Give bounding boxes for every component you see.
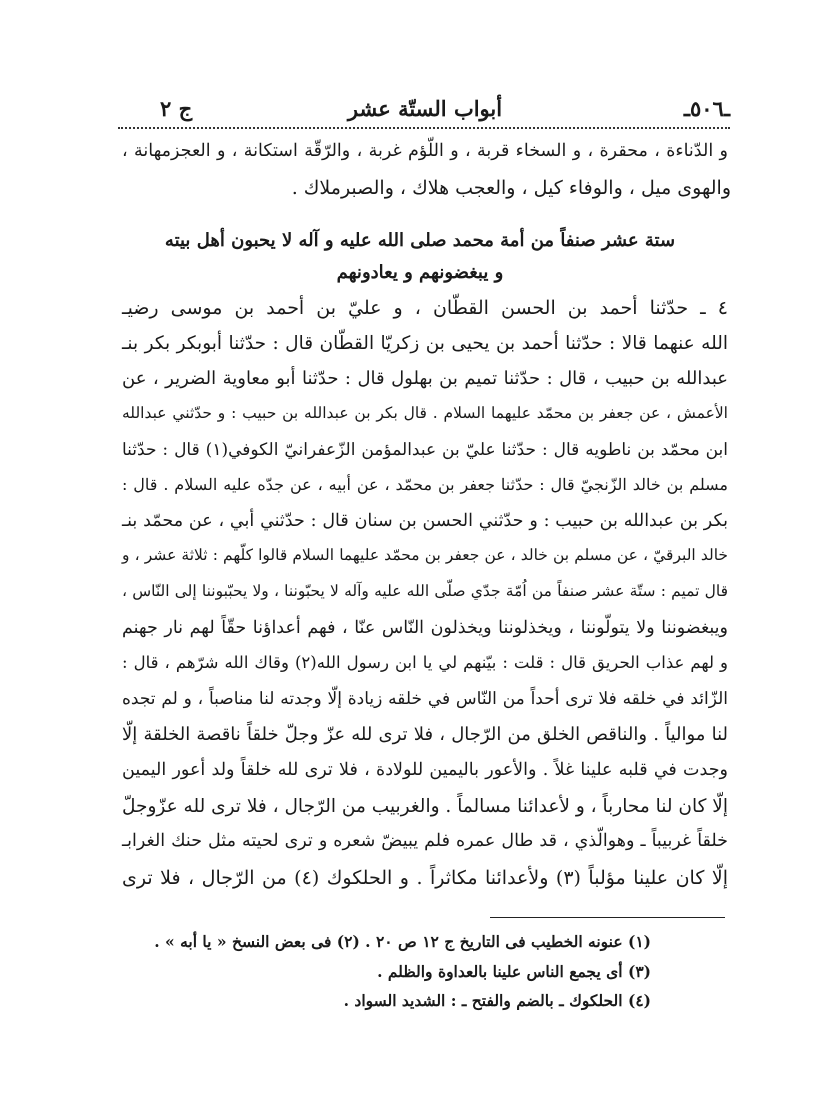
- footnote-divider: [490, 917, 725, 918]
- text-line: و لهم عذاب الحريق قال : قلت : بيّنهم لي يا ابن رسول الله(٢) وقاك الله شرّهم ، قال :: [122, 653, 728, 672]
- text-line: عبدالله بن حبيب ، قال : حدّثنا تميم بن بهلول قال : حدّثنا أبو معاوية الضرير ، عن: [122, 368, 728, 389]
- section-heading-line-2: و يبغضونهم و يعادونهم: [336, 262, 504, 283]
- text-line: لنا موالياً . والناقص الخلق من الرّجال ، فلا ترى لله عزّ وجلّ خلقاً ناقصة الخلقة إلّا: [122, 724, 728, 745]
- text-line: الأعمش ، عن جعفر بن محمّد عليهما السلام . قال بكر بن عبدالله بن حبيب : و حدّثني عبدالله: [122, 404, 728, 422]
- section-heading-line-1: ستة عشر صنفاً من أمة محمد صلى الله عليه و آله لا يحبون أهل بيته: [164, 230, 676, 251]
- text-line: إلّا كان علينا مؤلباً (٣) ولأعدائنا مكاثراً . و الحلكوك (٤) من الرّجال ، فلا ترى: [122, 867, 728, 889]
- running-title: أبواب الستّة عشر: [347, 96, 503, 121]
- footnote: (١) عنونه الخطيب فى التاريخ ج ١٢ ص ٢٠ . (٢) فى بعض النسخ « يا أبه » .: [154, 932, 651, 951]
- text-line: مسلم بن خالد الزّنجيّ قال : حدّثنا جعفر بن محمّد ، عن أبيه ، عن جدّه عليه السلام . قال :: [122, 475, 728, 494]
- text-line: إلّا كان لنا محارباً ، و لأعدائنا مسالماً . والغربيب من الرّجال ، فلا ترى لله عزّوجلّ: [122, 796, 728, 817]
- text-line: قال تميم : ستّة عشر صنفاً من اُمّة جدّي صلّى الله عليه وآله لا يحبّوننا ، ولا يحبّبوننا إلى النّاس ،: [122, 582, 728, 600]
- text-line: والهوى ميل ، والوفاء كيل ، والعجب هلاك ، والصبرملاك .: [291, 177, 731, 199]
- page-header: [120, 92, 730, 126]
- text-line: ابن محمّد بن ناطويه قال : حدّثنا عليّ بن عبدالمؤمن الزّعفرانيّ الكوفي(١) قال : حدّثنا: [122, 440, 729, 460]
- header-divider: [118, 127, 730, 129]
- footnote: (٤) الحلكوك ـ بالضم والفتح ـ : الشديد السواد .: [343, 991, 651, 1010]
- text-line: الله عنهما قالا : حدّثنا أحمد بن يحيى بن زكريّا القطّان قال : حدّثنا أبوبكر بكر بنـ: [122, 333, 728, 354]
- text-line: ٤ ـ حدّثنا أحمد بن الحسن القطّان ، و عليّ بن أحمد بن موسى رضيـ: [122, 297, 728, 319]
- text-line: ويبغضوننا ولا يتولّوننا ، ويخذلوننا ويخذلون النّاس عنّا ، فهم أعداؤنا حقّاً لهم نار جهنم: [122, 618, 728, 638]
- text-line: الزّائد في خلقه فلا ترى أحداً من النّاس في خلقه زيادة إلّا وجدته لنا مناصباً ، و لم تجده: [122, 689, 728, 709]
- text-line: خالد البرقيّ ، عن مسلم بن خالد ، عن جعفر بن محمّد عليهما السلام قالوا كلّهم : ثلاثة عشر ، و: [122, 546, 728, 564]
- text-line: و الدّناءة ، محقرة ، و السخاء قربة ، و اللّؤم غربة ، والرّقّة استكانة ، و العجزمهانة ،: [122, 141, 728, 161]
- text-line: خلقاً غربيباً ـ وهوالّذي ، قد طال عمره فلم يبيضّ شعره و ترى لحيته مثل حنك الغرابـ: [122, 831, 728, 851]
- text-line: بكر بن عبدالله بن حبيب : و حدّثني الحسن بن سنان قال : حدّثني أبي ، عن محمّد بنـ: [122, 511, 728, 531]
- page-number: ـ٥٠٦ـ: [683, 96, 730, 121]
- volume-label: ج ٢: [160, 96, 193, 121]
- text-line: وجدت في قلبه علينا غلاً . والأعور باليمين للولادة ، فلا ترى لله خلقاً ولد أعور اليمين: [122, 760, 728, 780]
- footnote: (٣) أى يجمع الناس علينا بالعداوة والظلم .: [377, 962, 651, 981]
